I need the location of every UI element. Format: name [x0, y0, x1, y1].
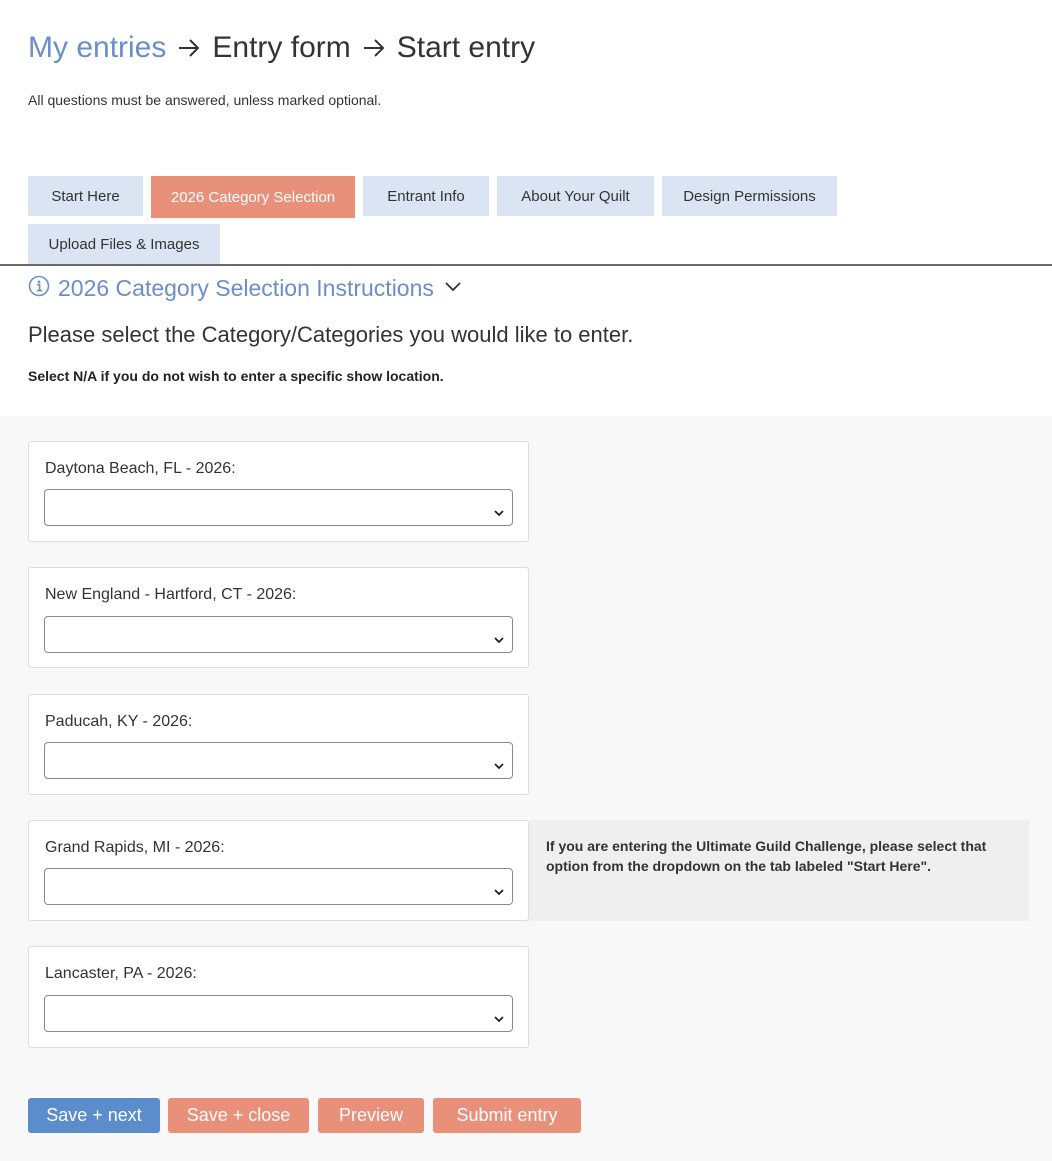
- paducah-select[interactable]: [44, 742, 513, 779]
- instructions-label: 2026 Category Selection Instructions: [58, 274, 434, 301]
- field-label: Lancaster, PA - 2026:: [45, 965, 197, 982]
- breadcrumb-start-entry: Start entry: [396, 31, 536, 64]
- field-lancaster: [28, 946, 529, 1048]
- submit-entry-button[interactable]: Submit entry: [433, 1098, 581, 1133]
- chevron-down-icon: [494, 631, 504, 649]
- arrow-right-icon: [178, 38, 200, 58]
- breadcrumb-entry-form: Entry form: [212, 31, 351, 64]
- arrow-right-icon: [363, 38, 385, 58]
- tab-entrant-info[interactable]: Entrant Info: [363, 176, 489, 216]
- chevron-down-icon: [494, 504, 504, 522]
- grand-rapids-select[interactable]: [44, 868, 513, 905]
- field-new-england-hartford: [28, 567, 529, 668]
- field-label: New England - Hartford, CT - 2026:: [45, 586, 297, 603]
- chevron-down-icon: [494, 1010, 504, 1028]
- instructions-toggle[interactable]: [28, 272, 462, 304]
- tab-design-permissions[interactable]: Design Permissions: [662, 176, 837, 216]
- tab-about-your-quilt[interactable]: About Your Quilt: [497, 176, 654, 216]
- field-label: Paducah, KY - 2026:: [45, 713, 193, 730]
- tab-upload-files-images[interactable]: Upload Files & Images: [28, 224, 220, 264]
- field-daytona-beach: [28, 441, 529, 542]
- save-close-button[interactable]: Save + close: [168, 1098, 309, 1133]
- breadcrumb: [28, 28, 535, 68]
- info-icon: [28, 275, 50, 302]
- new-england-hartford-select[interactable]: [44, 616, 513, 653]
- chevron-down-icon: [494, 757, 504, 775]
- tab-2026-category-selection[interactable]: 2026 Category Selection: [151, 176, 355, 218]
- breadcrumb-my-entries-link[interactable]: My entries: [28, 31, 167, 64]
- save-next-button[interactable]: Save + next: [28, 1098, 160, 1133]
- field-grand-rapids: [28, 820, 529, 921]
- field-label: Daytona Beach, FL - 2026:: [45, 460, 236, 477]
- required-note: All questions must be answered, unless marked optional.: [28, 92, 382, 108]
- lead-text: Please select the Category/Categories you would like to enter.: [28, 322, 634, 347]
- guild-challenge-help: If you are entering the Ultimate Guild Challenge, please select that option from the dropdown on the tab labeled "Start Here".: [529, 820, 1029, 921]
- na-instruction: Select N/A if you do not wish to enter a specific show location.: [28, 368, 444, 384]
- chevron-down-icon: [444, 279, 462, 297]
- lancaster-select[interactable]: [44, 995, 513, 1032]
- field-paducah: [28, 694, 529, 795]
- tab-divider: [0, 264, 1052, 266]
- chevron-down-icon: [494, 883, 504, 901]
- tab-start-here[interactable]: Start Here: [28, 176, 143, 216]
- daytona-beach-select[interactable]: [44, 489, 513, 526]
- preview-button[interactable]: Preview: [318, 1098, 424, 1133]
- field-label: Grand Rapids, MI - 2026:: [45, 839, 225, 856]
